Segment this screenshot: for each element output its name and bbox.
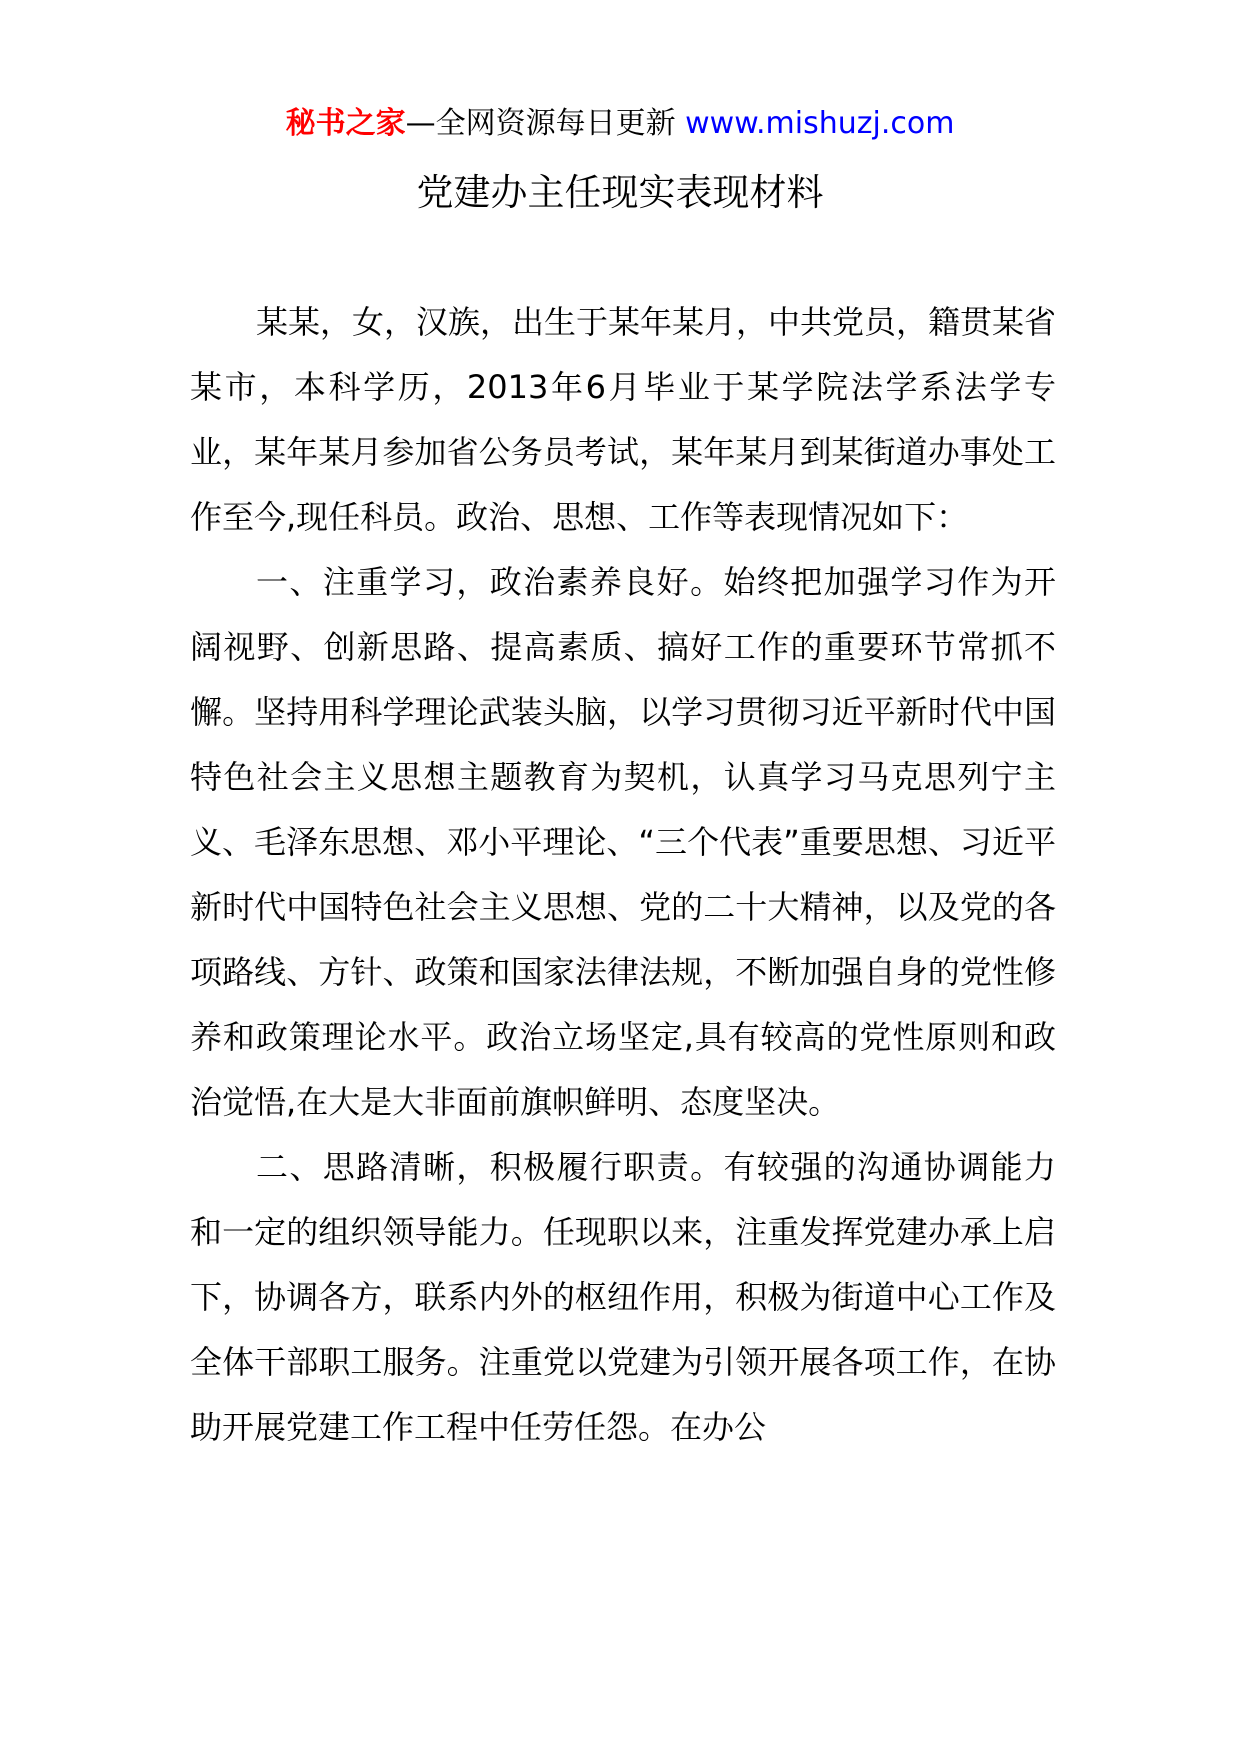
site-brand: 秘书之家 xyxy=(285,106,406,141)
paragraph-intro: 某某，女，汉族，出生于某年某月，中共党员，籍贯某省某市，本科学历，2013年6月毕业于某学院法学系法学专业，某年某月参加省公务员考试，某年某月到某街道办事处工作至今,现任科员。政治、思想、工作等表现情况如下： xyxy=(190,303,1057,536)
site-tagline: —全网资源每日更新 xyxy=(405,106,686,141)
section-heading: 二、思路清晰，积极履行职责。 xyxy=(256,1148,724,1186)
document-title: 党建办主任现实表现材料 xyxy=(416,171,824,214)
paragraph-section-1 xyxy=(190,550,1056,1135)
paragraph-section-2 xyxy=(190,1135,1056,1460)
site-url-link[interactable]: www.mishuzj.com xyxy=(685,106,955,141)
site-header xyxy=(0,104,1240,144)
document-body xyxy=(190,290,1056,1460)
section-heading: 一、注重学习，政治素养良好。 xyxy=(256,563,724,601)
section-text: 有较强的沟通协调能力和一定的组织领导能力。任现职以来，注重发挥党建办承上启下，协调各方，联系内外的枢纽作用，积极为街道中心工作及全体干部职工服务。注重党以党建为引领开展各项工作，在协助开展党建工作工程中任劳任怨。在办公 xyxy=(190,1148,1056,1446)
section-text: 始终把加强学习作为开阔视野、创新思路、提高素质、搞好工作的重要环节常抓不懈。坚持用科学理论武装头脑，以学习贯彻习近平新时代中国特色社会主义思想主题教育为契机，认真学习马克思列宁主义、毛泽东思想、邓小平理论、“三个代表”重要思想、习近平新时代中国特色社会主义思想、党的二十大精神，以及党的各项路线、方针、政策和国家法律法规，不断加强自身的党性修养和政策理论水平。政治立场坚定,具有较高的党性原则和政治觉悟,在大是大非面前旗帜鲜明、态度坚决。 xyxy=(190,563,1056,1121)
